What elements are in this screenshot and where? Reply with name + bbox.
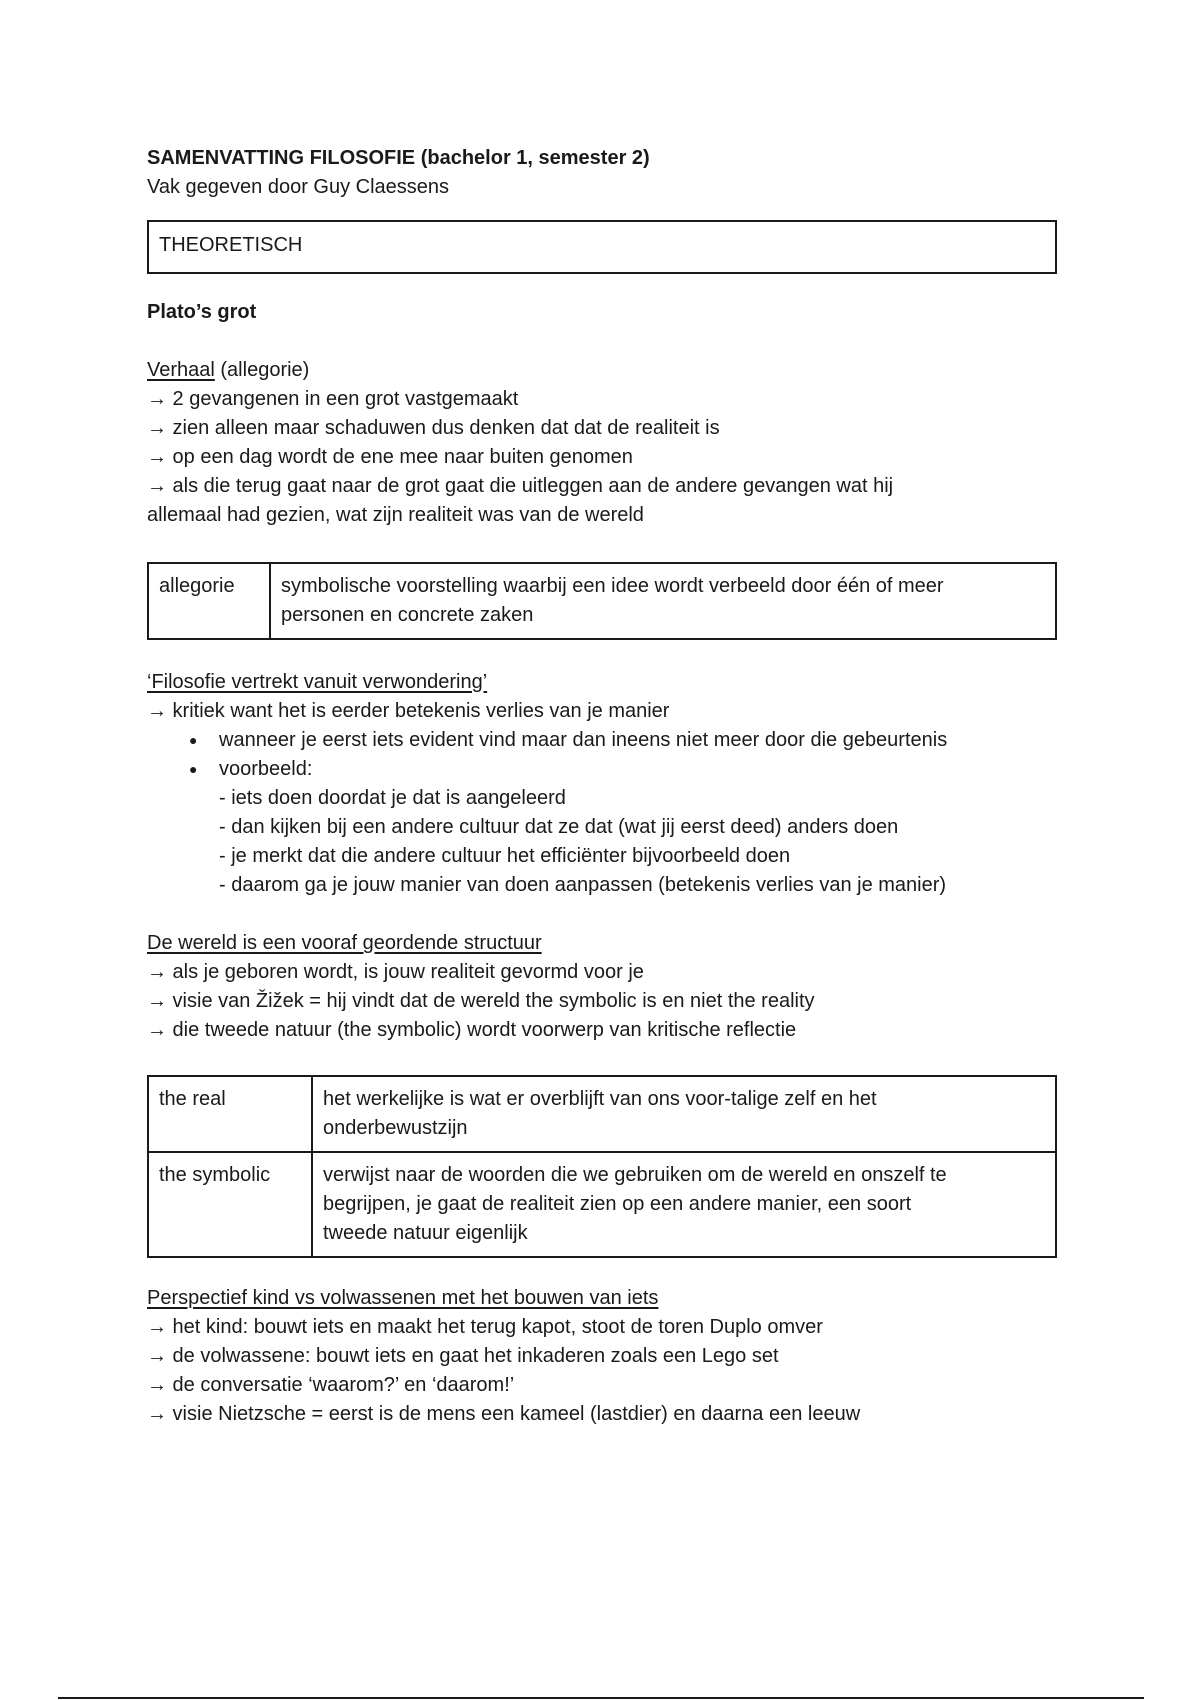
document-subtitle: Vak gegeven door Guy Claessens (147, 176, 450, 198)
heading-wonder: ‘Filosofie vertrekt vanuit verwondering’ (147, 671, 488, 693)
world-line: → als je geboren wordt, is jouw realiteit gevormd voor je (147, 961, 644, 983)
document-page (147, 144, 1057, 1429)
story-line: → zien alleen maar schaduwen dus denken dat dat de realiteit is (147, 417, 720, 439)
document-title: SAMENVATTING FILOSOFIE (bachelor 1, semester 2) (147, 147, 650, 169)
table-row (148, 1152, 1056, 1257)
perspective-line: → visie Nietzsche = eerst is de mens een kameel (lastdier) en daarna een leeuw (147, 1403, 861, 1425)
world-line: → die tweede natuur (the symbolic) wordt voorwerp van kritische reflectie (147, 1019, 797, 1041)
heading-plato: Plato’s grot (147, 301, 257, 323)
story-line: allemaal had gezien, wat zijn realiteit was van de wereld (147, 504, 644, 526)
definition-line: onderbewustzijn (323, 1117, 468, 1139)
definition-line: symbolische voorstelling waarbij een idee wordt verbeeld door één of meer (281, 575, 944, 597)
definition-line: verwijst naar de woorden die we gebruiken om de wereld en onszelf te (323, 1164, 947, 1186)
story-heading (147, 356, 1057, 385)
definition-text (312, 1076, 1056, 1152)
list-item (147, 726, 1057, 755)
definition-table-allegorie (147, 562, 1057, 640)
perspective-line: → de conversatie ‘waarom?’ en ‘daarom!’ (147, 1374, 515, 1396)
sub-item: - iets doen doordat je dat is aangeleerd (219, 787, 566, 809)
story-line: → 2 gevangenen in een grot vastgemaakt (147, 388, 519, 410)
story-label: Verhaal (147, 359, 215, 381)
heading-perspective: Perspectief kind vs volwassenen met het bouwen van iets (147, 1287, 659, 1309)
table-row (148, 563, 1056, 639)
definition-line: personen en concrete zaken (281, 604, 534, 626)
world-line: → visie van Žižek = hij vindt dat de wereld the symbolic is en niet the reality (147, 990, 815, 1012)
definition-term: the real (148, 1076, 312, 1152)
perspective-line: → de volwassene: bouwt iets en gaat het inkaderen zoals een Lego set (147, 1345, 779, 1367)
definition-term: allegorie (148, 563, 270, 639)
definition-text (312, 1152, 1056, 1257)
wonder-line: → kritiek want het is eerder betekenis verlies van je manier (147, 700, 670, 722)
definition-text (270, 563, 1056, 639)
definition-line: tweede natuur eigenlijk (323, 1222, 528, 1244)
story-suffix: (allegorie) (214, 359, 310, 381)
sub-item: - je merkt dat die andere cultuur het efficiënter bijvoorbeeld doen (219, 845, 791, 867)
perspective-line: → het kind: bouwt iets en maakt het terug kapot, stoot de toren Duplo omver (147, 1316, 823, 1338)
bullet-text: voorbeeld: (219, 758, 313, 780)
section-box-theoretisch: THEORETISCH (147, 220, 1057, 274)
list-item (147, 755, 1057, 784)
definition-line: begrijpen, je gaat de realiteit zien op een andere manier, een soort (323, 1193, 912, 1215)
story-line: → op een dag wordt de ene mee naar buiten genomen (147, 446, 633, 468)
heading-world: De wereld is een vooraf geordende structuur (147, 932, 542, 954)
sub-item: - daarom ga je jouw manier van doen aanpassen (betekenis verlies van je manier) (219, 874, 947, 896)
story-line: → als die terug gaat naar de grot gaat die uitleggen aan de andere gevangen wat hij (147, 475, 894, 497)
sub-item: - dan kijken bij een andere cultuur dat ze dat (wat jij eerst deed) anders doen (219, 816, 899, 838)
bullet-icon: ● (189, 761, 198, 777)
definition-line: het werkelijke is wat er overblijft van ons voor-talige zelf en het (323, 1088, 877, 1110)
table-row (148, 1076, 1056, 1152)
definition-table-real-symbolic (147, 1075, 1057, 1258)
definition-term: the symbolic (148, 1152, 312, 1257)
bullet-icon: ● (189, 732, 198, 748)
bullet-text: wanneer je eerst iets evident vind maar dan ineens niet meer door die gebeurtenis (219, 729, 948, 751)
page-bottom-divider (58, 1697, 1144, 1699)
